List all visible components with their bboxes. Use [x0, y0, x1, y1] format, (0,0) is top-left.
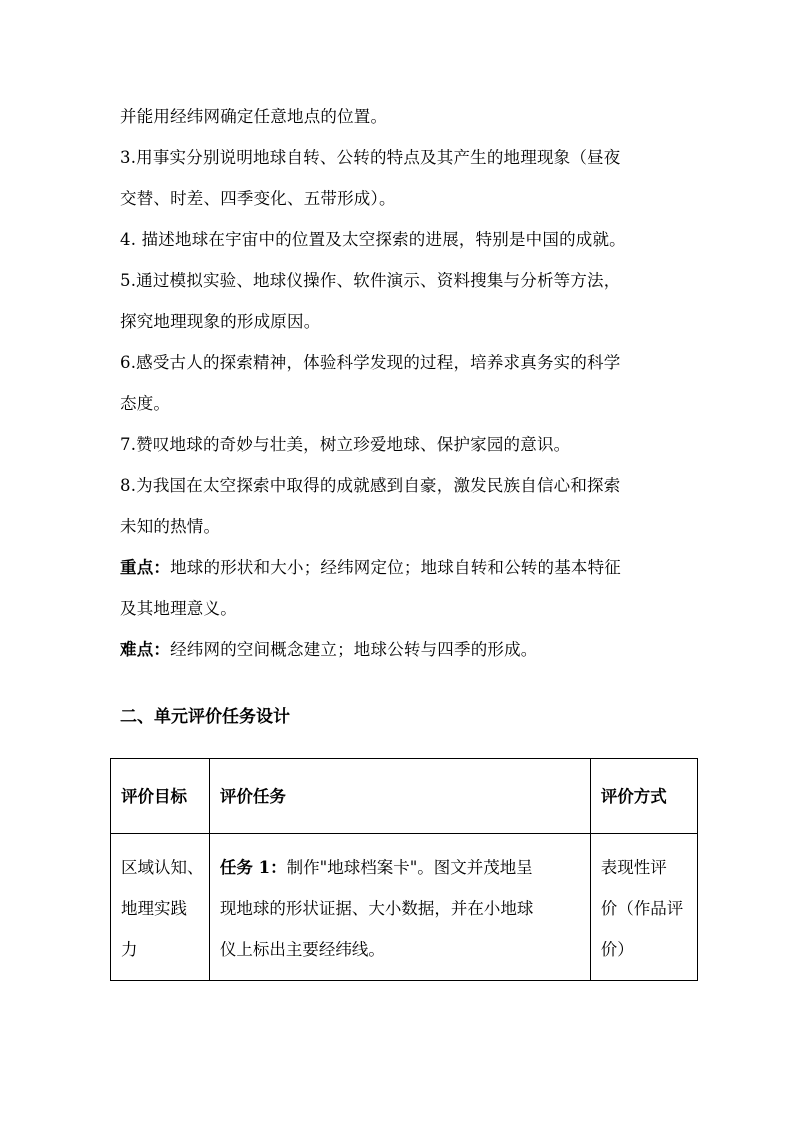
method-line: 表现性评	[600, 858, 667, 877]
paragraph-line: 6.感受古人的探索精神，体验科学发现的过程，培养求真务实的科学	[120, 353, 621, 372]
paragraph-line: 交替、时差、四季变化、五带形成）。	[120, 189, 396, 208]
difficult-points	[120, 629, 700, 670]
paragraph-line: 并能用经纬网确定任意地点的位置。	[120, 107, 388, 126]
body-text	[120, 96, 700, 670]
paragraph-line: 8.为我国在太空探索中取得的成就感到自豪，激发民族自信心和探索	[120, 476, 621, 495]
method-line: 价）	[600, 940, 634, 959]
paragraph-line: 7.赞叹地球的奇妙与壮美，树立珍爱地球、保护家园的意识。	[120, 435, 571, 454]
header-goal: 评价目标	[111, 759, 210, 834]
paragraph-line: 探究地理现象的形成原因。	[120, 312, 321, 331]
cell-method	[590, 834, 697, 981]
task-line	[220, 847, 590, 888]
goal-line: 区域认知、	[121, 858, 204, 877]
paragraph-line: 态度。	[120, 394, 171, 413]
header-method: 评价方式	[590, 759, 697, 834]
task-line: 仪上标出主要经纬线。	[219, 940, 385, 959]
paragraph-line: 4. 描述地球在宇宙中的位置及太空探索的进展，特别是中国的成就。	[120, 230, 626, 249]
task-label: 任务 1：	[219, 858, 287, 877]
difficult-points-label: 难点：	[120, 640, 171, 659]
evaluation-table	[110, 758, 698, 981]
goal-line: 力	[121, 940, 138, 959]
table-row	[111, 834, 698, 981]
task-text: 制作"地球档案卡"。图文并茂地呈	[286, 858, 533, 877]
task-line: 现地球的形状证据、大小数据，并在小地球	[219, 899, 534, 918]
cell-goal	[111, 834, 210, 981]
key-points-text: 地球的形状和大小；经纬网定位；地球自转和公转的基本特征	[170, 558, 622, 577]
table-header-row	[111, 759, 698, 834]
key-points-continued: 及其地理意义。	[120, 599, 237, 618]
paragraph-line: 5.通过模拟实验、地球仪操作、软件演示、资料搜集与分析等方法，	[120, 271, 621, 290]
paragraph-line: 3.用事实分别说明地球自转、公转的特点及其产生的地理现象（昼夜	[120, 148, 621, 167]
section-title: 二、单元评价任务设计	[120, 707, 290, 727]
cell-task	[209, 834, 590, 981]
goal-line: 地理实践	[121, 899, 187, 918]
method-line: 价（作品评	[600, 899, 684, 918]
paragraph-line: 未知的热情。	[120, 517, 221, 536]
difficult-points-text: 经纬网的空间概念建立；地球公转与四季的形成。	[170, 640, 538, 659]
key-points-label: 重点：	[120, 558, 171, 577]
key-points	[120, 547, 700, 588]
header-task: 评价任务	[209, 759, 590, 834]
